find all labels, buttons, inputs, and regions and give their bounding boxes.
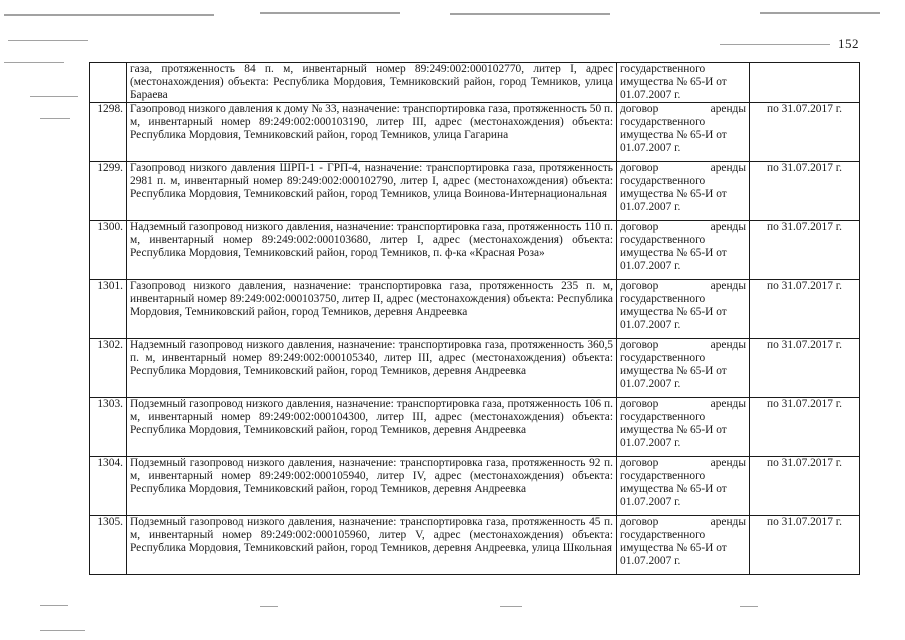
row-number: 1300. [90, 221, 127, 280]
lease-document [617, 280, 750, 339]
object-description: Надземный газопровод низкого давления, назначение: транспортировка газа, протяженность 110 п. м, инвентарный номер 89:249:002:000103680, литер I, адрес (местонахождения) объекта: Республика Мордовия, Темниковский район, город Темников, п. ф-ка «Красная Роза» [127, 221, 617, 280]
row-number: 1299. [90, 162, 127, 221]
lease-document-heading [620, 398, 746, 411]
lease-document-text: государственного имущества № 65-И от 01.07.2007 г. [620, 234, 727, 272]
table-body [90, 63, 860, 575]
object-description: Подземный газопровод низкого давления, назначение: транспортировка газа, протяженность 106 п. м, инвентарный номер 89:249:002:000104300, литер III, адрес (местонахождения) объекта: Республика Мордовия, Темниковский район, город Темников, деревня Андреевка [127, 398, 617, 457]
row-number [90, 63, 127, 103]
scan-artifact-top [450, 13, 610, 15]
lease-document-text: государственного имущества № 65-И от 01.07.2007 г. [620, 470, 727, 508]
scan-artifact-top [4, 14, 214, 16]
lease-document [617, 103, 750, 162]
object-description: Газопровод низкого давления ШРП-1 - ГРП-4, назначение: транспортировка газа, протяженность 2981 п. м, инвентарный номер 89:249:002:000102790, литер I, адрес (местонахождения) объекта: Республика Мордовия, Темниковский район, город Темников, улица Воинова-Интернациональная [127, 162, 617, 221]
table-row [90, 162, 860, 221]
table-row [90, 516, 860, 575]
lease-document-text: государственного имущества № 65-И от 01.07.2007 г. [620, 529, 727, 567]
lease-term: по 31.07.2017 г. [750, 162, 860, 221]
lease-document [617, 516, 750, 575]
scan-artifact-left [30, 96, 78, 97]
scan-artifact-left [4, 62, 64, 63]
lease-term: по 31.07.2017 г. [750, 103, 860, 162]
row-number: 1298. [90, 103, 127, 162]
lease-document-word: договор [620, 162, 659, 174]
lease-document-word: аренды [710, 516, 746, 528]
lease-document-heading [620, 103, 746, 116]
table-row [90, 398, 860, 457]
lease-document [617, 162, 750, 221]
lease-document-text: государственного имущества № 65-И от 01.07.2007 г. [620, 411, 727, 449]
scan-artifact-top [720, 44, 830, 45]
object-description: газа, протяженность 84 п. м, инвентарный номер 89:249:002:000102770, литер I, адрес (местонахождения) объекта: Республика Мордовия, Темниковский район, город Темников, улица Бараева [127, 63, 617, 103]
object-description: Подземный газопровод низкого давления, назначение: транспортировка газа, протяженность 45 п. м, инвентарный номер 89:249:002:000105960, литер V, адрес (местонахождения) объекта: Республика Мордовия, Темниковский район, город Темников, деревня Андреевка, улица Школьная [127, 516, 617, 575]
table-row [90, 457, 860, 516]
lease-document-word: договор [620, 280, 659, 292]
scan-artifact-bottom [500, 606, 522, 607]
scan-artifact-top [760, 12, 880, 14]
lease-document-heading [620, 221, 746, 234]
scan-artifact-bottom [40, 605, 68, 606]
scan-artifact-bottom [40, 630, 85, 631]
lease-document-word: договор [620, 457, 659, 469]
object-description: Надземный газопровод низкого давления, назначение: транспортировка газа, протяженность 360,5 п. м, инвентарный номер 89:249:002:000105340, литер III, адрес (местонахождения) объекта: Республика Мордовия, Темниковский район, город Темников, деревня Андреевка [127, 339, 617, 398]
lease-term: по 31.07.2017 г. [750, 221, 860, 280]
lease-document-word: договор [620, 103, 659, 115]
object-description: Газопровод низкого давления, назначение: транспортировка газа, протяженность 235 п. м, инвентарный номер 89:249:002:000103750, литер II, адрес (местонахождения) объекта: Республика Мордовия, Темниковский район, город Темников, деревня Андреевка [127, 280, 617, 339]
object-description: Подземный газопровод низкого давления, назначение: транспортировка газа, протяженность 92 п. м, инвентарный номер 89:249:002:000105940, литер IV, адрес (местонахождения) объекта: Республика Мордовия, Темниковский район, город Темников, деревня Андреевка [127, 457, 617, 516]
row-number: 1302. [90, 339, 127, 398]
lease-document [617, 63, 750, 103]
table-row [90, 221, 860, 280]
lease-document-text: государственного имущества № 65-И от 01.07.2007 г. [620, 116, 727, 154]
property-register-table [89, 62, 860, 575]
lease-term: по 31.07.2017 г. [750, 339, 860, 398]
lease-document-word: аренды [710, 221, 746, 233]
lease-document-word: аренды [710, 339, 746, 351]
lease-document-text: государственного имущества № 65-И от 01.07.2007 г. [620, 63, 727, 101]
lease-term: по 31.07.2017 г. [750, 516, 860, 575]
lease-document [617, 398, 750, 457]
table-row [90, 339, 860, 398]
lease-term: по 31.07.2017 г. [750, 457, 860, 516]
lease-document-text: государственного имущества № 65-И от 01.07.2007 г. [620, 352, 727, 390]
lease-document-heading [620, 162, 746, 175]
table-row [90, 280, 860, 339]
lease-document-heading [620, 516, 746, 529]
row-number: 1305. [90, 516, 127, 575]
lease-document-word: аренды [710, 103, 746, 115]
lease-term: по 31.07.2017 г. [750, 280, 860, 339]
row-number: 1301. [90, 280, 127, 339]
scan-artifact-top [260, 12, 400, 14]
lease-document-heading [620, 339, 746, 352]
scan-artifact-bottom [740, 606, 758, 607]
row-number: 1304. [90, 457, 127, 516]
lease-document-word: аренды [710, 457, 746, 469]
lease-term: по 31.07.2017 г. [750, 398, 860, 457]
object-description: Газопровод низкого давления к дому № 33, назначение: транспортировка газа, протяженность 50 п. м, инвентарный номер 89:249:002:000103190, литер III, адрес (местонахождения) объекта: Республика Мордовия, Темниковский район, город Темников, улица Гагарина [127, 103, 617, 162]
scan-artifact-bottom [260, 606, 278, 607]
table-row [90, 63, 860, 103]
table-row [90, 103, 860, 162]
lease-term [750, 63, 860, 103]
lease-document [617, 221, 750, 280]
scan-artifact-top [8, 40, 88, 41]
lease-document-word: аренды [710, 398, 746, 410]
lease-document-text: государственного имущества № 65-И от 01.07.2007 г. [620, 293, 727, 331]
row-number: 1303. [90, 398, 127, 457]
lease-document-word: договор [620, 516, 659, 528]
lease-document-word: договор [620, 398, 659, 410]
lease-document-heading [620, 457, 746, 470]
lease-document-word: аренды [710, 280, 746, 292]
lease-document [617, 339, 750, 398]
page-number: 152 [838, 36, 859, 51]
lease-document [617, 457, 750, 516]
lease-document-word: аренды [710, 162, 746, 174]
scan-artifact-left [40, 118, 70, 119]
lease-document-word: договор [620, 221, 659, 233]
lease-document-text: государственного имущества № 65-И от 01.07.2007 г. [620, 175, 727, 213]
lease-document-word: договор [620, 339, 659, 351]
lease-document-heading [620, 280, 746, 293]
